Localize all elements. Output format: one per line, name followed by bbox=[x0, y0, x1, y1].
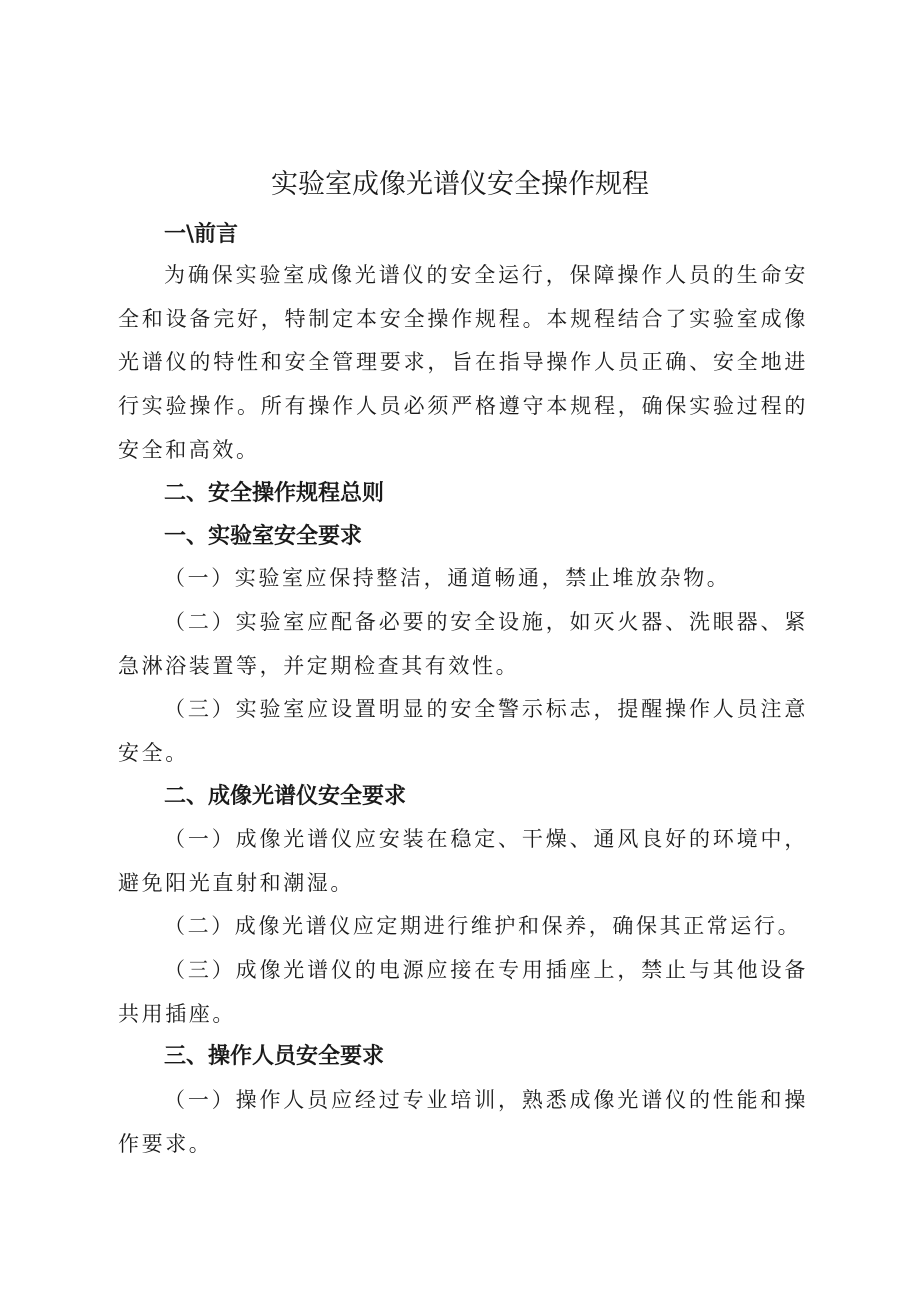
instrument-safety-item: （一）成像光谱仪应安装在稳定、干燥、通风良好的环境中，避免阳光直射和潮湿。 bbox=[118, 827, 808, 895]
instrument-safety-heading: 二、成像光谱仪安全要求 bbox=[164, 784, 407, 809]
general-rules-heading: 二、安全操作规程总则 bbox=[164, 481, 385, 506]
preface-heading: 一\前言 bbox=[164, 222, 239, 247]
lab-safety-item: （一）实验室应保持整洁，通道畅通，禁止堆放杂物。 bbox=[164, 566, 731, 590]
operator-safety-item: （一）操作人员应经过专业培训，熟悉成像光谱仪的性能和操作要求。 bbox=[118, 1088, 808, 1156]
lab-safety-heading: 一、实验室安全要求 bbox=[164, 524, 363, 549]
operator-safety-heading: 三、操作人员安全要求 bbox=[164, 1044, 385, 1069]
lab-safety-item: （三）实验室应设置明显的安全警示标志，提醒操作人员注意安全。 bbox=[118, 697, 808, 765]
instrument-safety-item: （二）成像光谱仪应定期进行维护和保养，确保其正常运行。 bbox=[164, 914, 802, 938]
preface-paragraph: 为确保实验室成像光谱仪的安全运行，保障操作人员的生命安全和设备完好，特制定本安全操作规程。本规程结合了实验室成像光谱仪的特性和安全管理要求，旨在指导操作人员正确、安全地进行实验操作。所有操作人员必须严格遵守本规程，确保实验过程的安全和高效。 bbox=[118, 263, 808, 462]
instrument-safety-item: （三）成像光谱仪的电源应接在专用插座上，禁止与其他设备共用插座。 bbox=[118, 958, 808, 1026]
lab-safety-item: （二）实验室应配备必要的安全设施，如灭火器、洗眼器、紧急淋浴装置等，并定期检查其有效性。 bbox=[118, 610, 808, 678]
page-title: 实验室成像光谱仪安全操作规程 bbox=[271, 169, 649, 200]
